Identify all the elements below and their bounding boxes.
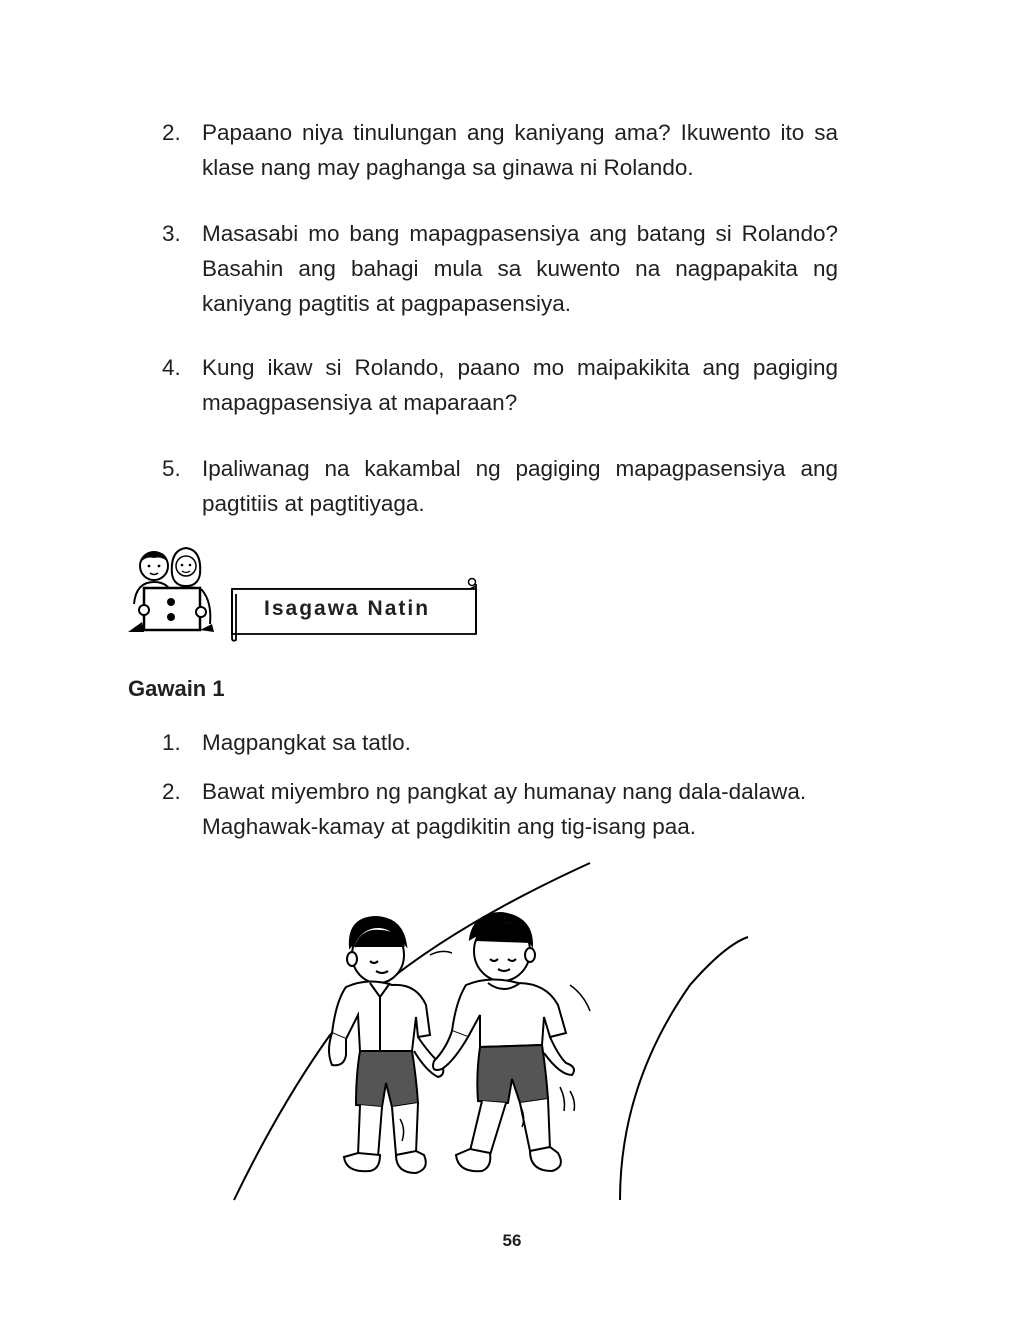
children-reading-icon bbox=[124, 544, 484, 644]
step-text: Bawat miyembro ng pangkat ay humanay nang dala-dalawa. Maghawak-kamay at pagdikitin ang tig-isang paa. bbox=[202, 779, 807, 839]
step-number: 2. bbox=[162, 779, 181, 804]
question-text: Kung ikaw si Rolando, paano mo maipakikita ang pagiging mapagpasensiya at maparaan? bbox=[202, 355, 838, 415]
walking-boys-illustration bbox=[220, 855, 780, 1205]
question-item bbox=[162, 115, 838, 185]
section-title: Isagawa Natin bbox=[264, 597, 431, 620]
boys-holding-hands-icon bbox=[220, 855, 780, 1205]
question-item bbox=[162, 350, 838, 420]
section-banner bbox=[124, 544, 484, 644]
step-text: Magpangkat sa tatlo. bbox=[202, 730, 411, 755]
question-number: 2. bbox=[162, 120, 181, 145]
step-number: 1. bbox=[162, 730, 181, 755]
question-text: Ipaliwanag na kakambal ng pagiging mapagpasensiya ang pagtitiis at pagtitiyaga. bbox=[202, 456, 838, 516]
activity-heading: Gawain 1 bbox=[128, 676, 225, 701]
activity-step bbox=[162, 774, 852, 844]
question-item bbox=[162, 216, 838, 321]
activity-step bbox=[162, 725, 852, 760]
page-number: 56 bbox=[502, 1231, 522, 1250]
question-number: 4. bbox=[162, 355, 181, 380]
question-number: 3. bbox=[162, 221, 181, 246]
question-text: Masasabi mo bang mapagpasensiya ang batang si Rolando? Basahin ang bahagi mula sa kuwento na nagpapakita ng kaniyang pagtitis at pagpapasensiya. bbox=[202, 221, 838, 316]
question-number: 5. bbox=[162, 456, 181, 481]
question-item bbox=[162, 451, 838, 521]
question-text: Papaano niya tinulungan ang kaniyang ama? Ikuwento ito sa klase nang may paghanga sa ginawa ni Rolando. bbox=[202, 120, 838, 180]
